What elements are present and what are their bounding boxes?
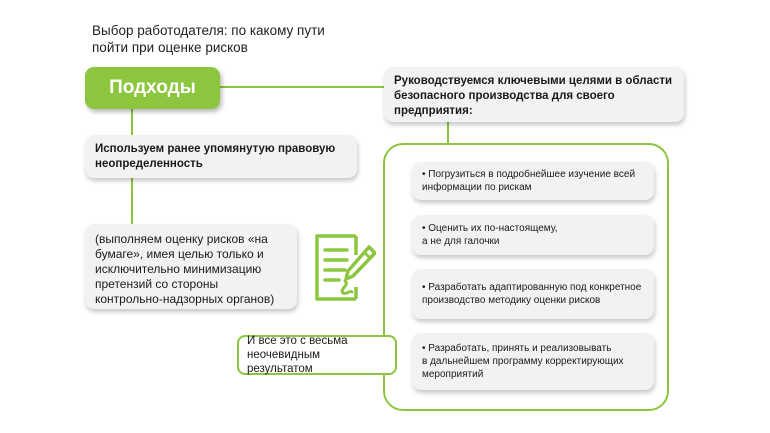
approaches-header: Подходы bbox=[85, 67, 220, 109]
step-text: • Разработать, принять и реализовывать в дальнейшем программу корректирующих мероприятий bbox=[422, 343, 624, 380]
step-item bbox=[412, 269, 654, 319]
step-text: • Оценить их по-настоящему, а не для галочки bbox=[422, 223, 558, 247]
goals-box: Руководствуемся ключевыми целями в области безопасного производства для своего предприятия: bbox=[384, 67, 684, 122]
page-title: Выбор работодателя: по какому пути пойти при оценке рисков bbox=[92, 23, 325, 55]
connector-uncertainty-paper bbox=[131, 178, 133, 226]
paper-assessment-box: (выполняем оценку рисков «на бумаге», имея целью только и исключительно минимизацию претензий со стороны контрольно-надзорных органов) bbox=[85, 224, 297, 309]
result-text: И все это с весьма неочевидным результатом bbox=[247, 335, 348, 375]
step-text: • Погрузиться в подробнейшее изучение всей информации по рискам bbox=[422, 169, 636, 193]
connector-approaches-uncertainty bbox=[131, 109, 133, 137]
uncertainty-box: Используем ранее упомянутую правовую неопределенность bbox=[85, 135, 357, 178]
step-text: • Разработать адаптированную под конкретное производство методику оценки рисков bbox=[422, 282, 642, 306]
connector-approaches-goals bbox=[220, 86, 390, 88]
step-item bbox=[412, 162, 654, 200]
document-edit-icon bbox=[312, 233, 376, 303]
result-box bbox=[237, 335, 397, 375]
step-item bbox=[412, 215, 654, 255]
connector-goals-frame bbox=[447, 122, 449, 144]
step-item bbox=[412, 333, 654, 390]
